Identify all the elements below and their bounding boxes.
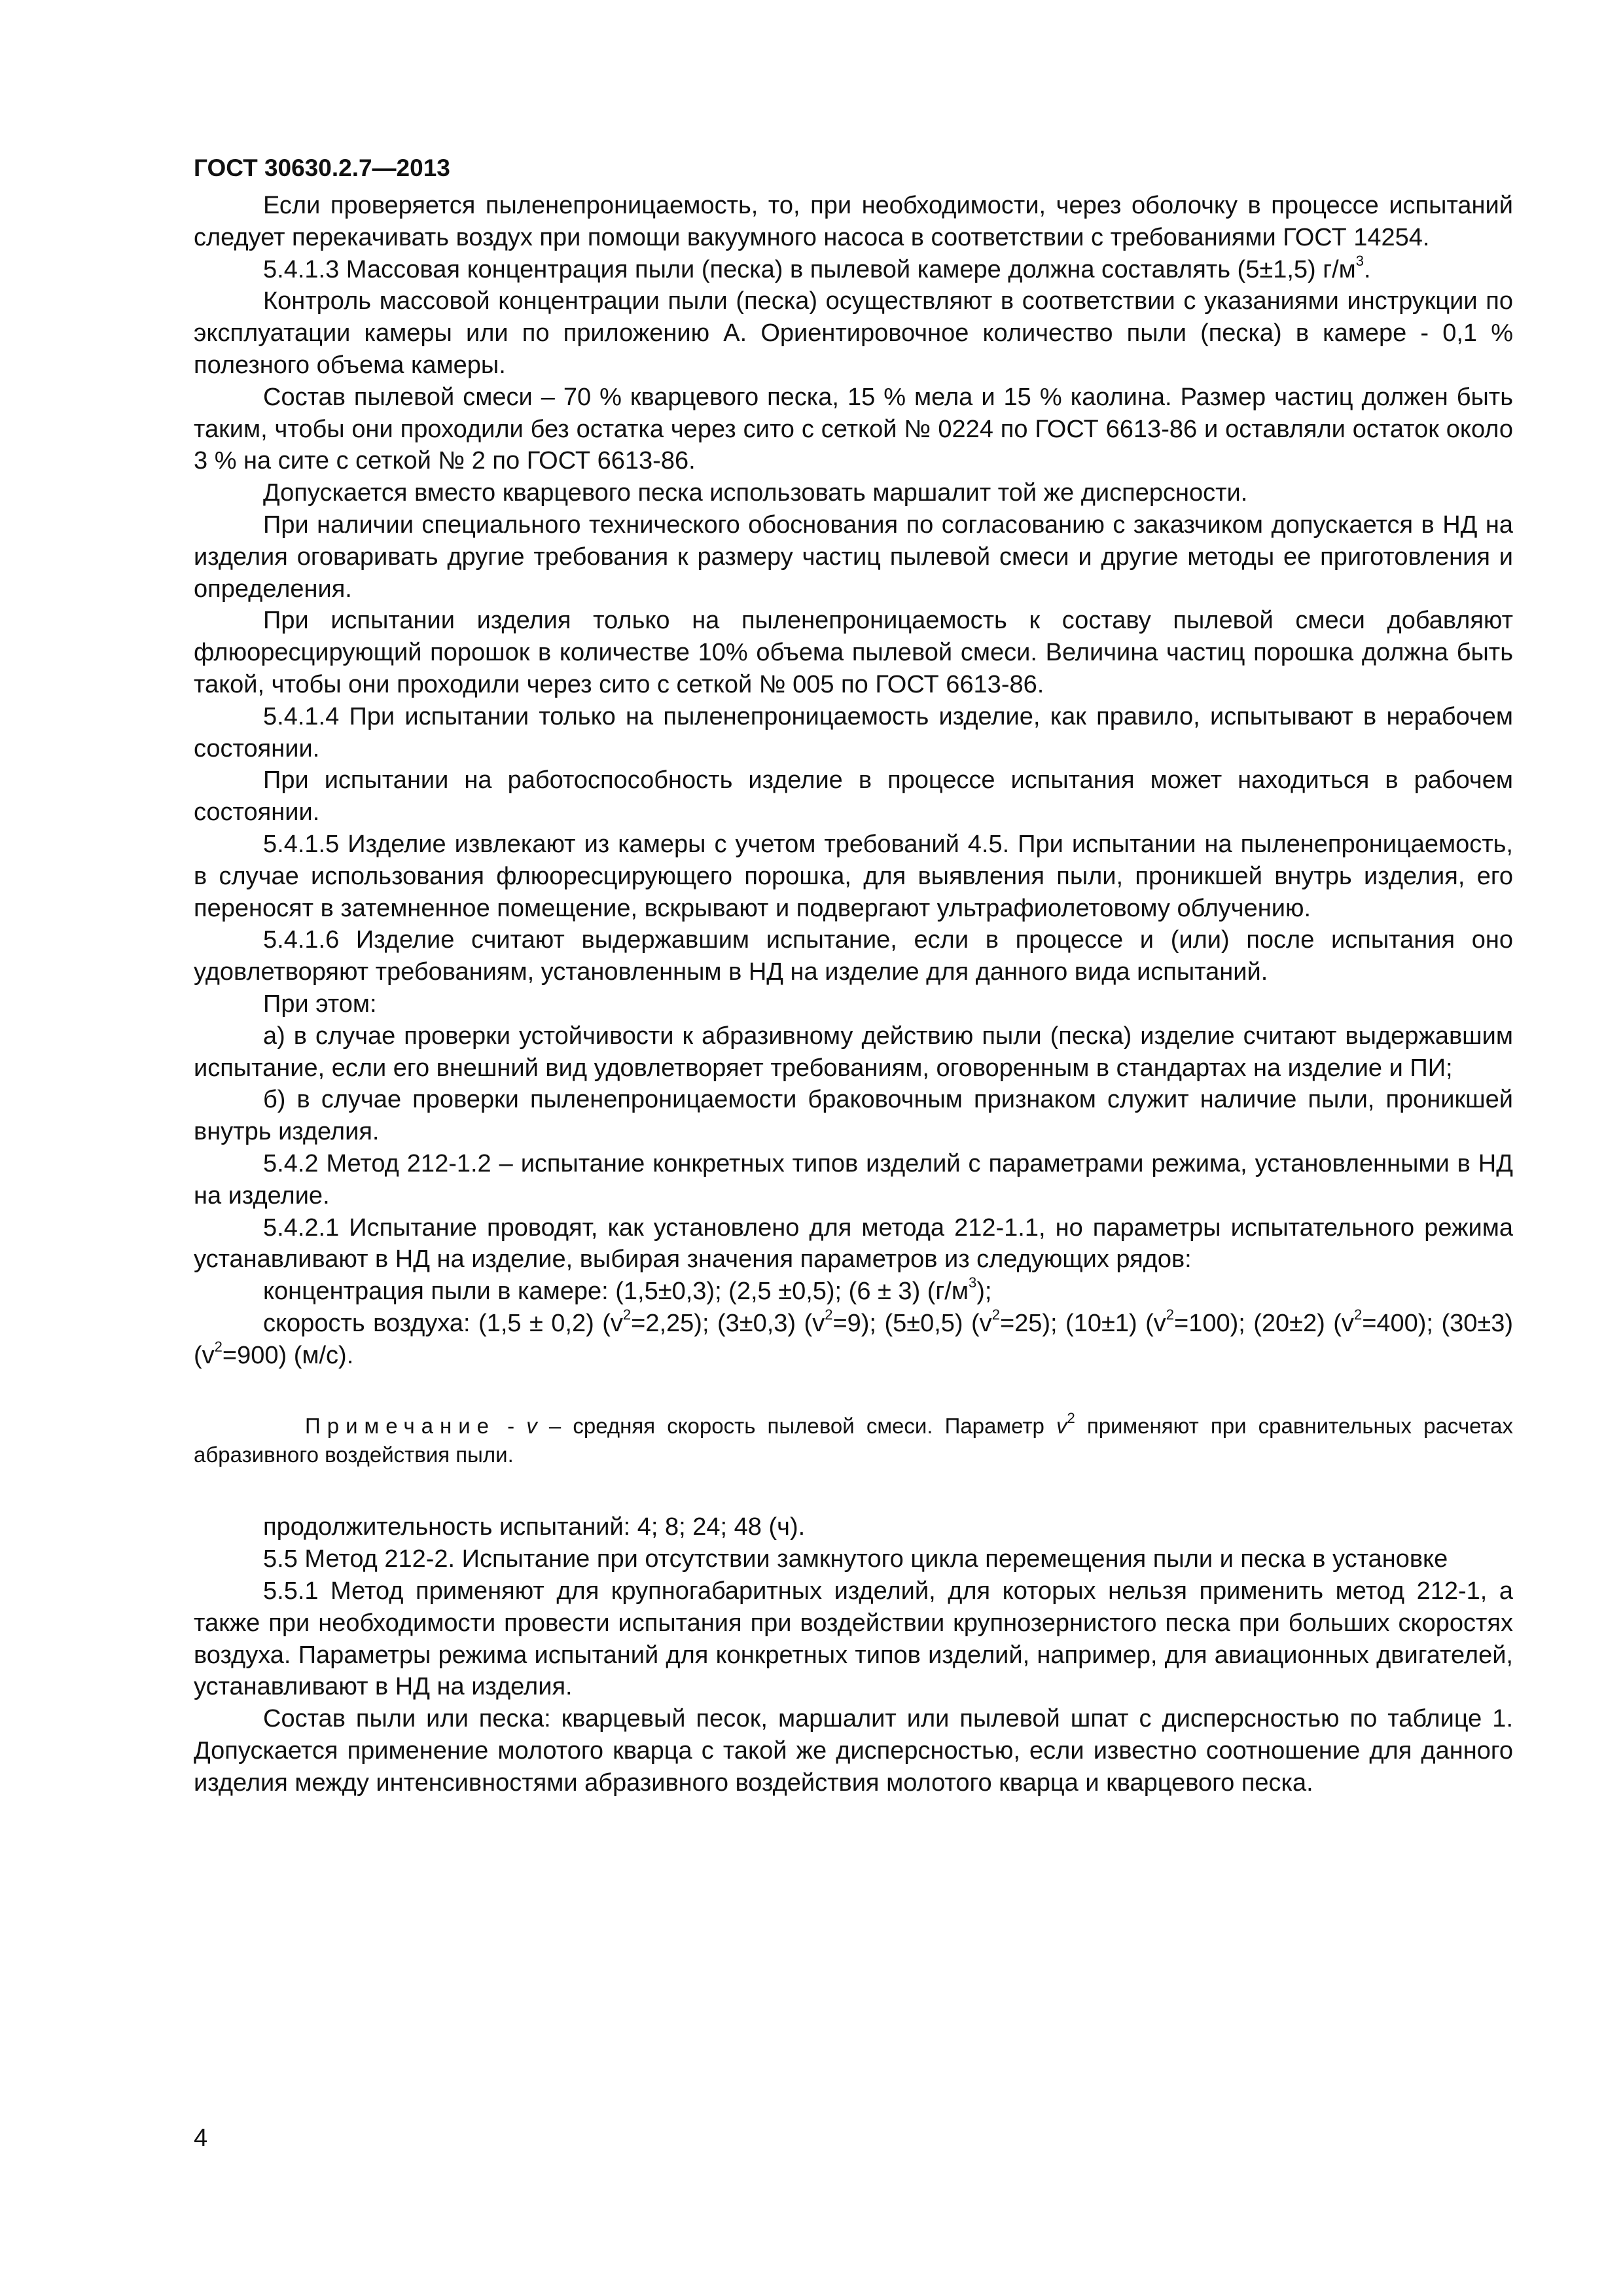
superscript: 2 bbox=[1353, 1306, 1363, 1323]
note bbox=[194, 1412, 1513, 1469]
paragraph-concentration-control: Контроль массовой концентрации пыли (песка) осуществляют в соответствии с указаниями инструкции по эксплуатации камеры или по приложению А. Ориентировочное количество пыли (песка) в камере - 0,1 % полезного объема камеры. bbox=[194, 287, 1513, 379]
text-segment: =400); (30±3) (v bbox=[194, 1309, 1514, 1369]
superscript: 2 bbox=[214, 1338, 223, 1355]
superscript: 2 bbox=[825, 1306, 833, 1323]
paragraph-text-end: ); bbox=[976, 1278, 992, 1306]
text-segment: =25); (10±1) (v bbox=[999, 1309, 1166, 1337]
paragraph-working-state: При испытании на работоспособность изделие в процессе испытания может находиться в рабочем состоянии. bbox=[194, 766, 1513, 827]
paragraph-test-duration: продолжительность испытаний: 4; 8; 24; 48 (ч). bbox=[263, 1513, 806, 1541]
paragraph-technical-justification: При наличии специального технического обоснования по согласованию с заказчиком допускается в НД на изделия оговаривать другие требования к размеру частиц пылевой смеси и другие методы ее приготовления и определения. bbox=[194, 511, 1513, 603]
note-variable: v bbox=[1056, 1414, 1067, 1439]
paragraph-5-4-1-5: 5.4.1.5 Изделие извлекают из камеры с учетом требований 4.5. При испытании на пыленепроницаемость, в случае использования флюоресцирующего порошка, для выявления пыли, проникшей внутрь изделия, его переносят в затемненное помещение, вскрывают и подвергают ультрафиолетовому облучению. bbox=[194, 830, 1513, 922]
paragraph-5-5: 5.5 Метод 212-2. Испытание при отсутствии замкнутого цикла перемещения пыли и песка в установке bbox=[263, 1545, 1448, 1573]
text-segment: скорость воздуха: (1,5 ± 0,2) (v bbox=[263, 1309, 623, 1337]
note-text: - bbox=[495, 1414, 527, 1439]
paragraph-text: 5.4.1.3 Массовая концентрация пыли (песка) в пылевой камере должна составлять (5±1,5) г/м bbox=[263, 255, 1356, 283]
paragraph-dust-sand-composition: Состав пыли или песка: кварцевый песок, маршалит или пылевой шпат с дисперсностью по таблице 1. Допускается применение молотого кварца с такой же дисперсностью, если известно соотношение для данного изделия между интенсивностями абразивного воздействия молотого кварца и кварцевого песка. bbox=[194, 1705, 1513, 1797]
paragraph-dust-concentration-range bbox=[194, 1276, 1513, 1308]
superscript: 2 bbox=[622, 1306, 632, 1323]
text-segment: =9); (5±0,5) (v bbox=[832, 1309, 992, 1337]
superscript: 3 bbox=[1355, 252, 1364, 269]
superscript: 2 bbox=[991, 1306, 1000, 1323]
paragraph-at-that: При этом: bbox=[263, 990, 377, 1018]
note-label: Примечание bbox=[305, 1414, 496, 1439]
superscript: 2 bbox=[1166, 1306, 1174, 1323]
paragraph-air-speed-range bbox=[194, 1308, 1513, 1372]
paragraph-5-4-1-4: 5.4.1.4 При испытании только на пыленепроницаемость изделие, как правило, испытывают в нерабочем состоянии. bbox=[194, 702, 1513, 762]
paragraph-marshalite: Допускается вместо кварцевого песка использовать маршалит той же дисперсности. bbox=[263, 479, 1248, 507]
paragraph-5-4-2-1: 5.4.2.1 Испытание проводят, как установлено для метода 212-1.1, но параметры испытательного режима устанавливают в НД на изделие, выбирая значения параметров из следующих рядов: bbox=[194, 1213, 1513, 1274]
paragraph-5-4-2: 5.4.2 Метод 212-1.2 – испытание конкретных типов изделий с параметрами режима, установленными в НД на изделие. bbox=[194, 1149, 1513, 1210]
note-text: – средняя скорость пылевой смеси. Параметр bbox=[537, 1414, 1056, 1439]
paragraph-5-4-1-3 bbox=[194, 254, 1513, 286]
paragraph-dust-composition: Состав пылевой смеси – 70 % кварцевого песка, 15 % мела и 15 % каолина. Размер частиц должен быть таким, чтобы они проходили без остатка через сито с сеткой № 0224 по ГОСТ 6613-86 и оставляли остаток около 3 % на сите с сеткой № 2 по ГОСТ 6613-86. bbox=[194, 383, 1513, 475]
page-number: 4 bbox=[194, 2125, 208, 2152]
paragraph-5-4-1-6: 5.4.1.6 Изделие считают выдержавшим испытание, если в процессе и (или) после испытания оно удовлетворяют требованиям, установленным в НД на изделие для данного вида испытаний. bbox=[194, 926, 1513, 986]
list-item-a: а) в случае проверки устойчивости к абразивному действию пыли (песка) изделие считают выдержавшим испытание, если его внешний вид удовлетворяет требованиям, оговоренным в стандартах на изделие и ПИ; bbox=[194, 1022, 1513, 1082]
paragraph-dust-tightness: Если проверяется пыленепроницаемость, то, при необходимости, через оболочку в процессе испытаний следует перекачивать воздух при помощи вакуумного насоса в соответствии с требованиями ГОСТ 14254. bbox=[194, 192, 1513, 251]
document-header: ГОСТ 30630.2.7—2013 bbox=[194, 154, 450, 181]
note-text: применяют при сравнительных расчетах абразивного воздействия пыли. bbox=[194, 1414, 1513, 1467]
text-segment: =2,25); (3±0,3) (v bbox=[631, 1309, 825, 1337]
paragraph-text: концентрация пыли в камере: (1,5±0,3); (2,5 ±0,5); (6 ± 3) (г/м bbox=[263, 1278, 969, 1306]
note-variable: v bbox=[526, 1414, 537, 1439]
text-segment: =100); (20±2) (v bbox=[1174, 1309, 1354, 1337]
paragraph-5-5-1: 5.5.1 Метод применяют для крупногабаритных изделий, для которых нельзя применить метод 212-1, а также при необходимости провести испытания при воздействии крупнозернистого песка при больших скоростях воздуха. Параметры режима испытаний для конкретных типов изделий, например, для авиационных двигателей, устанавливают в НД на изделия. bbox=[194, 1577, 1513, 1701]
paragraph-fluorescent-powder: При испытании изделия только на пыленепроницаемость к составу пылевой смеси добавляют флюоресцирующий порошок в количестве 10% объема пылевой смеси. Величина частиц порошка должна быть такой, чтобы они проходили через сито с сеткой № 005 по ГОСТ 6613-86. bbox=[194, 607, 1513, 698]
superscript: 2 bbox=[1067, 1410, 1075, 1427]
superscript: 3 bbox=[968, 1274, 977, 1291]
list-item-b: б) в случае проверки пыленепроницаемости браковочным признаком служит наличие пыли, проникшей внутрь изделия. bbox=[194, 1086, 1513, 1146]
text-segment: =900) (м/с). bbox=[222, 1341, 354, 1369]
paragraph-text-end: . bbox=[1364, 255, 1371, 283]
document-page bbox=[194, 152, 1513, 1799]
